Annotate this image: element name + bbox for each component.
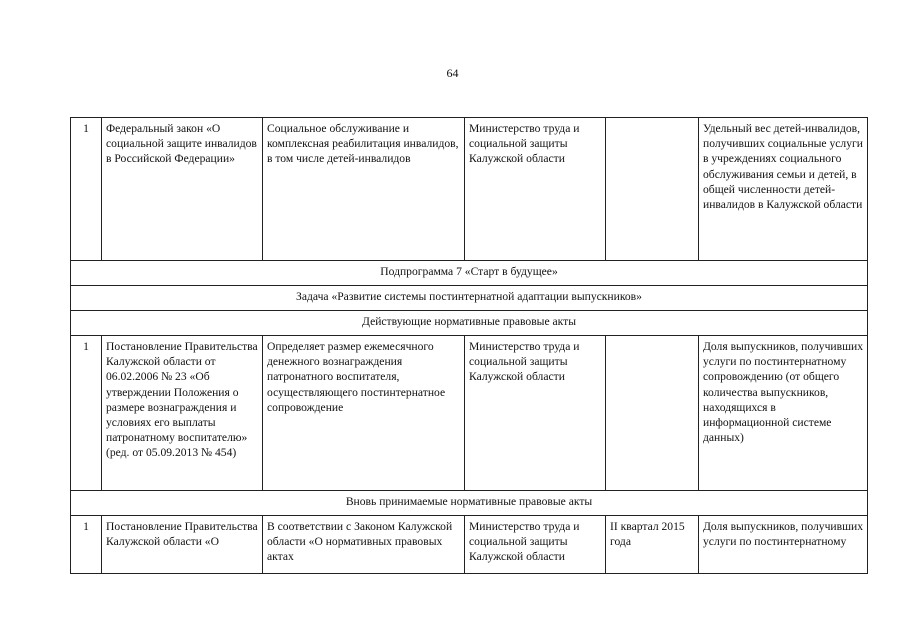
- task-heading: Задача «Развитие системы постинтернатной адаптации выпускников»: [71, 286, 868, 311]
- table-row: [71, 336, 868, 491]
- indicator-cell: Доля выпускников, получивших услуги по постинтернатному сопровождению (от общего количества выпускников, находящихся в информационной системе данных): [699, 336, 868, 491]
- indicator-cell: Доля выпускников, получивших услуги по постинтернатному: [699, 516, 868, 574]
- legal-acts-table: [70, 117, 868, 574]
- row-number: 1: [71, 516, 102, 574]
- content-cell: Определяет размер ежемесячного денежного вознаграждения патронатного воспитателя, осуществляющего постинтернатное сопровождение: [263, 336, 465, 491]
- document-cell: Постановление Правительства Калужской области «О: [102, 516, 263, 574]
- deadline-cell: [606, 336, 699, 491]
- document-cell: Федеральный закон «О социальной защите инвалидов в Российской Федерации»: [102, 118, 263, 261]
- section-row: [71, 311, 868, 336]
- row-number: 1: [71, 336, 102, 491]
- page-number: 64: [446, 66, 459, 80]
- row-number: 1: [71, 118, 102, 261]
- responsible-cell: Министерство труда и социальной защиты Калужской области: [465, 336, 606, 491]
- existing-acts-heading: Действующие нормативные правовые акты: [71, 311, 868, 336]
- table-row: [71, 118, 868, 261]
- subprogram-heading: Подпрограмма 7 «Старт в будущее»: [71, 261, 868, 286]
- responsible-cell: Министерство труда и социальной защиты Калужской области: [465, 118, 606, 261]
- document-cell: Постановление Правительства Калужской области от 06.02.2006 № 23 «Об утверждении Положения о размере вознаграждения и условиях его выплаты патронатному воспитателю» (ред. от 05.09.2013 № 454): [102, 336, 263, 491]
- section-row: [71, 286, 868, 311]
- deadline-cell: II квартал 2015 года: [606, 516, 699, 574]
- content-cell: Социальное обслуживание и комплексная реабилитация инвалидов, в том числе детей-инвалидов: [263, 118, 465, 261]
- deadline-cell: [606, 118, 699, 261]
- content-cell: В соответствии с Законом Калужской области «О нормативных правовых актах: [263, 516, 465, 574]
- section-row: [71, 491, 868, 516]
- table-row: [71, 516, 868, 574]
- new-acts-heading: Вновь принимаемые нормативные правовые акты: [71, 491, 868, 516]
- indicator-cell: Удельный вес детей-инвалидов, получивших социальные услуги в учреждениях социального обслуживания семьи и детей, в общей численности детей-инвалидов в Калужской области: [699, 118, 868, 261]
- responsible-cell: Министерство труда и социальной защиты Калужской области: [465, 516, 606, 574]
- section-row: [71, 261, 868, 286]
